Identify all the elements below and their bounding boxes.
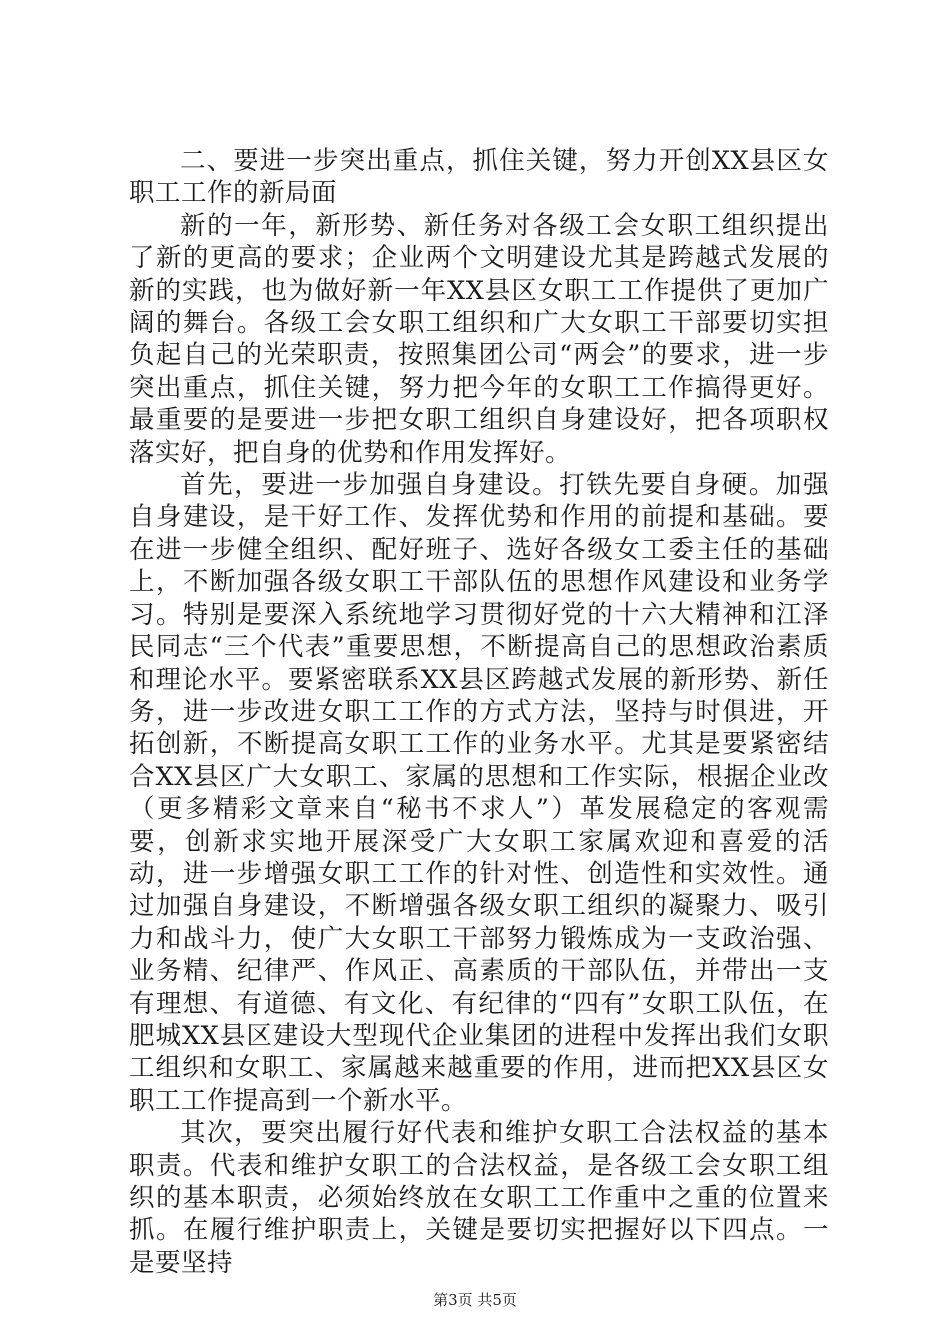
page-number-footer: 第3页 共5页 bbox=[433, 1291, 517, 1309]
section-heading-paragraph: 二、要进一步突出重点，抓住关键，努力开创XX县区女职工工作的新局面 bbox=[129, 146, 829, 209]
body-paragraph: 其次，要突出履行好代表和维护女职工合法权益的基本职责。代表和维护女职工的合法权益，是各级工会女职工组织的基本职责，必须始终放在女职工工作重中之重的位置来抓。在履行维护职责上，关键是要切实把握好以下四点。一是要坚持 bbox=[129, 1118, 829, 1278]
body-paragraph: 首先，要进一步加强自身建设。打铁先要自身硬。加强自身建设，是干好工作、发挥优势和作用的前提和基础。要在进一步健全组织、配好班子、选好各级女工委主任的基础上，不断加强各级女职工干部队伍的思想作风建设和业务学习。特别是要深入系统地学习贯彻好党的十六大精神和江泽民同志“三个代表”重要思想，不断提高自己的思想政治素质和理论水平。要紧密联系XX县区跨越式发展的新形势、新任务，进一步改进女职工工作的方式方法，坚持与时俱进，开拓创新，不断提高女职工工作的业务水平。尤其是要紧密结合XX县区广大女职工、家属的思想和工作实际，根据企业改（更多精彩文章来自“秘书不求人”）革发展稳定的客观需要，创新求实地开展深受广大女职工家属欢迎和喜爱的活动，进一步增强女职工工作的针对性、创造性和实效性。通过加强自身建设，不断增强各级女职工组织的凝聚力、吸引力和战斗力，使广大女职工干部努力锻炼成为一支政治强、业务精、纪律严、作风正、高素质的干部队伍，并带出一支有理想、有道德、有文化、有纪律的“四有”女职工队伍，在肥城XX县区建设大型现代企业集团的进程中发挥出我们女职工组织和女职工、家属越来越重要的作用，进而把XX县区女职工工作提高到一个新水平。 bbox=[129, 470, 829, 1116]
body-paragraph: 新的一年，新形势、新任务对各级工会女职工组织提出了新的更高的要求；企业两个文明建设尤其是跨越式发展的新的实践，也为做好新一年XX县区女职工工作提供了更加广阔的舞台。各级工会女职工组织和广大女职工干部要切实担负起自己的光荣职责，按照集团公司“两会”的要求，进一步突出重点，抓住关键，努力把今年的女职工工作搞得更好。最重要的是要进一步把女职工组织自身建设好，把各项职权落实好，把自身的优势和作用发挥好。 bbox=[129, 210, 829, 468]
document-body bbox=[129, 145, 829, 1279]
